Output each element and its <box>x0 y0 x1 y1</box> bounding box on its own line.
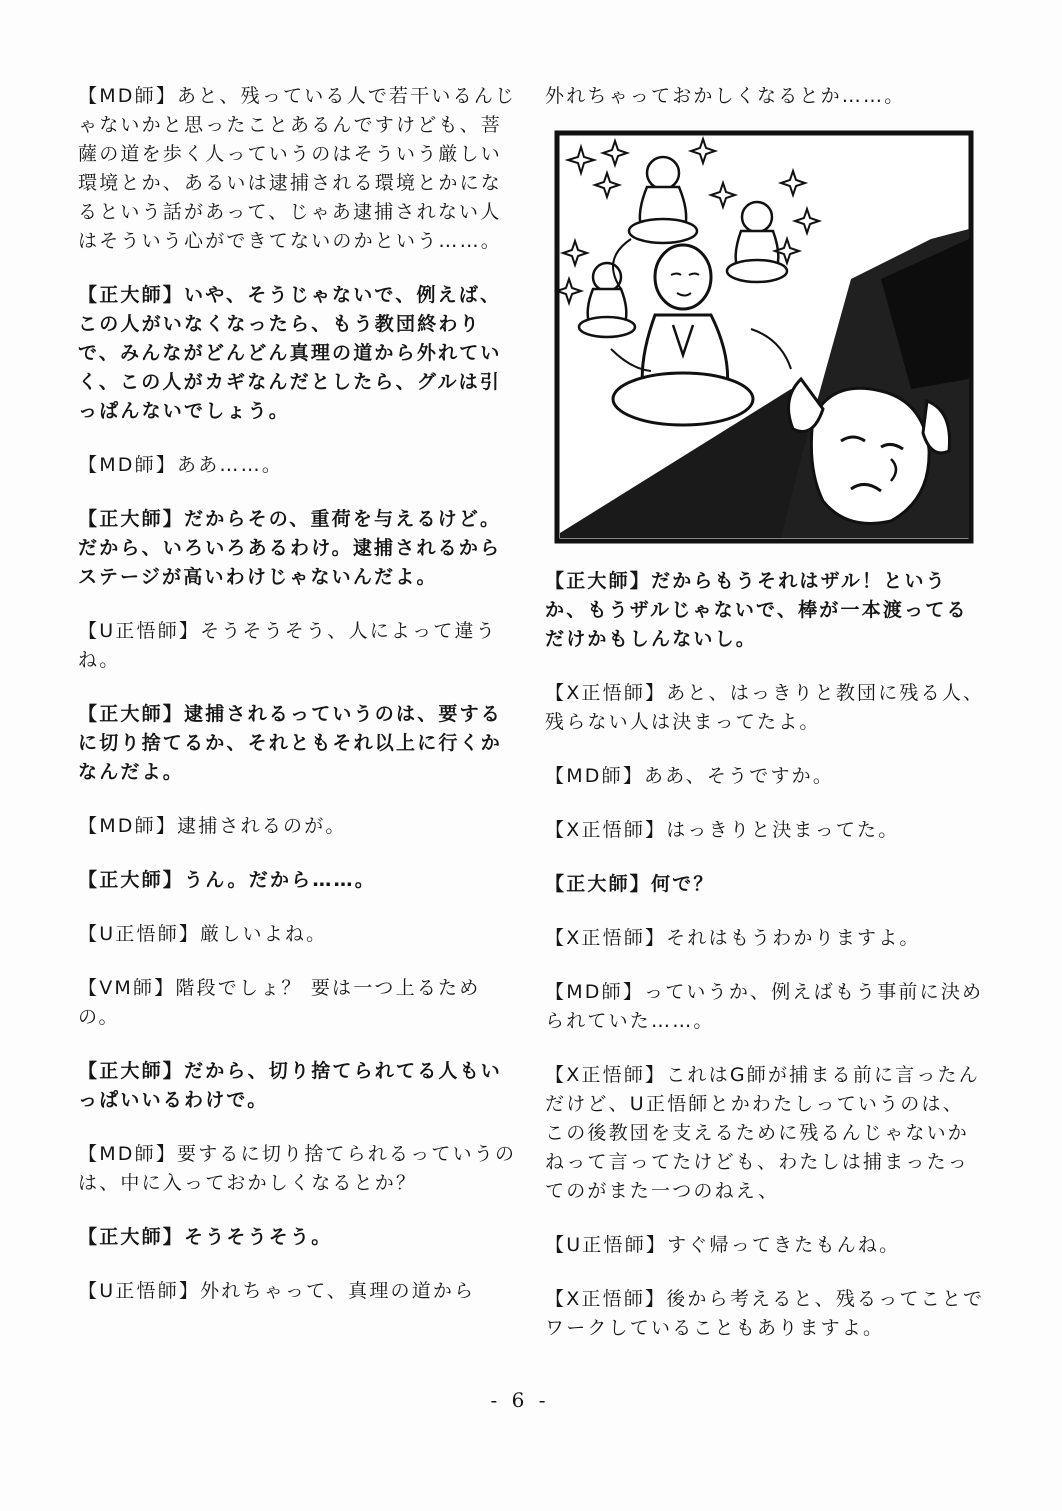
page-number: - 6 - <box>490 1388 550 1412</box>
right-column <box>545 82 985 1368</box>
dialogue-paragraph: 【U正悟師】そうそうそう、人によって違うね。 <box>78 620 497 671</box>
continued-paragraph: 外れちゃっておかしくなるとか……。 <box>545 85 906 107</box>
dialogue-paragraph: 【MD師】あと、残っている人で若干いるんじゃないかと思ったことあるんですけども、菩薩の道を歩く人っていうのはそういう厳しい環境とか、あるいは逮捕される環境とかになるという話があって、じゃあ逮捕されない人はそういう心ができてないのかという……。 <box>78 85 517 252</box>
dialogue-paragraph: 【VM師】階段でしょ？ 要は一つ上るための。 <box>78 977 481 1028</box>
dialogue-paragraph: 【MD師】逮捕されるのが。 <box>78 815 347 837</box>
dialogue-paragraph: 【U正悟師】厳しいよね。 <box>78 923 328 945</box>
left-column <box>78 82 518 1331</box>
dialogue-paragraph: 【正大師】だからその、重荷を与えるけど。だから、いろいろあるわけ。逮捕されるからステージが高いわけじゃないんだよ。 <box>78 508 502 588</box>
dialogue-paragraph: 【正大師】だからもうそれはザル！というか、もうザルじゃないで、棒が一本渡ってるだけかもしんないし。 <box>545 570 968 650</box>
dialogue-paragraph: 【MD師】ああ……。 <box>78 454 284 476</box>
dialogue-paragraph: 【X正悟師】後から考えると、残るってことでワークしていることもありますよ。 <box>545 1288 985 1339</box>
dialogue-paragraph: 【正大師】逮捕されるっていうのは、要するに切り捨てるか、それともそれ以上に行くかなんだよ。 <box>78 703 503 783</box>
dialogue-paragraph: 【正大師】だから、切り捨てられてる人もいっぱいいるわけで。 <box>78 1060 503 1111</box>
dialogue-paragraph: 【X正悟師】あと、はっきりと教団に残る人、残らない人は決まってたよ。 <box>545 682 985 733</box>
dialogue-paragraph: 【MD師】っていうか、例えばもう事前に決められていた……。 <box>545 981 984 1032</box>
dialogue-paragraph: 【U正悟師】外れちゃって、真理の道から <box>78 1280 476 1302</box>
meditating-figures-illustration-icon <box>551 129 979 549</box>
dialogue-paragraph: 【正大師】うん。だから……。 <box>78 869 376 891</box>
meditation-illustration <box>551 129 979 549</box>
right-column-paragraphs <box>545 567 985 1343</box>
dialogue-paragraph: 【MD師】要するに切り捨てられるっていうのは、中に入っておかしくなるとか？ <box>78 1143 517 1194</box>
dialogue-paragraph: 【正大師】いや、そうじゃないで、例えば、この人がいなくなったら、もう教団終わりで、みんながどんどん真理の道から外れていく、この人がカギなんだとしたら、グルは引っぱんないでしょう。 <box>78 284 502 422</box>
dialogue-paragraph: 【X正悟師】これはG師が捕まる前に言ったんだけど、U正悟師とかわたしっていうのは、この後教団を支えるために残るんじゃないかねって言ってたけども、わたしは捕まったってのがまた一つのねえ、 <box>545 1064 980 1202</box>
dialogue-paragraph: 【U正悟師】すぐ帰ってきたもんね。 <box>545 1234 901 1256</box>
dialogue-paragraph: 【MD師】ああ、そうですか。 <box>545 765 835 787</box>
dialogue-paragraph: 【正大師】何で？ <box>545 873 715 895</box>
dialogue-paragraph: 【正大師】そうそうそう。 <box>78 1226 333 1248</box>
dialogue-paragraph: 【X正悟師】はっきりと決まってた。 <box>545 819 900 841</box>
dialogue-paragraph: 【X正悟師】それはもうわかりますよ。 <box>545 927 921 949</box>
